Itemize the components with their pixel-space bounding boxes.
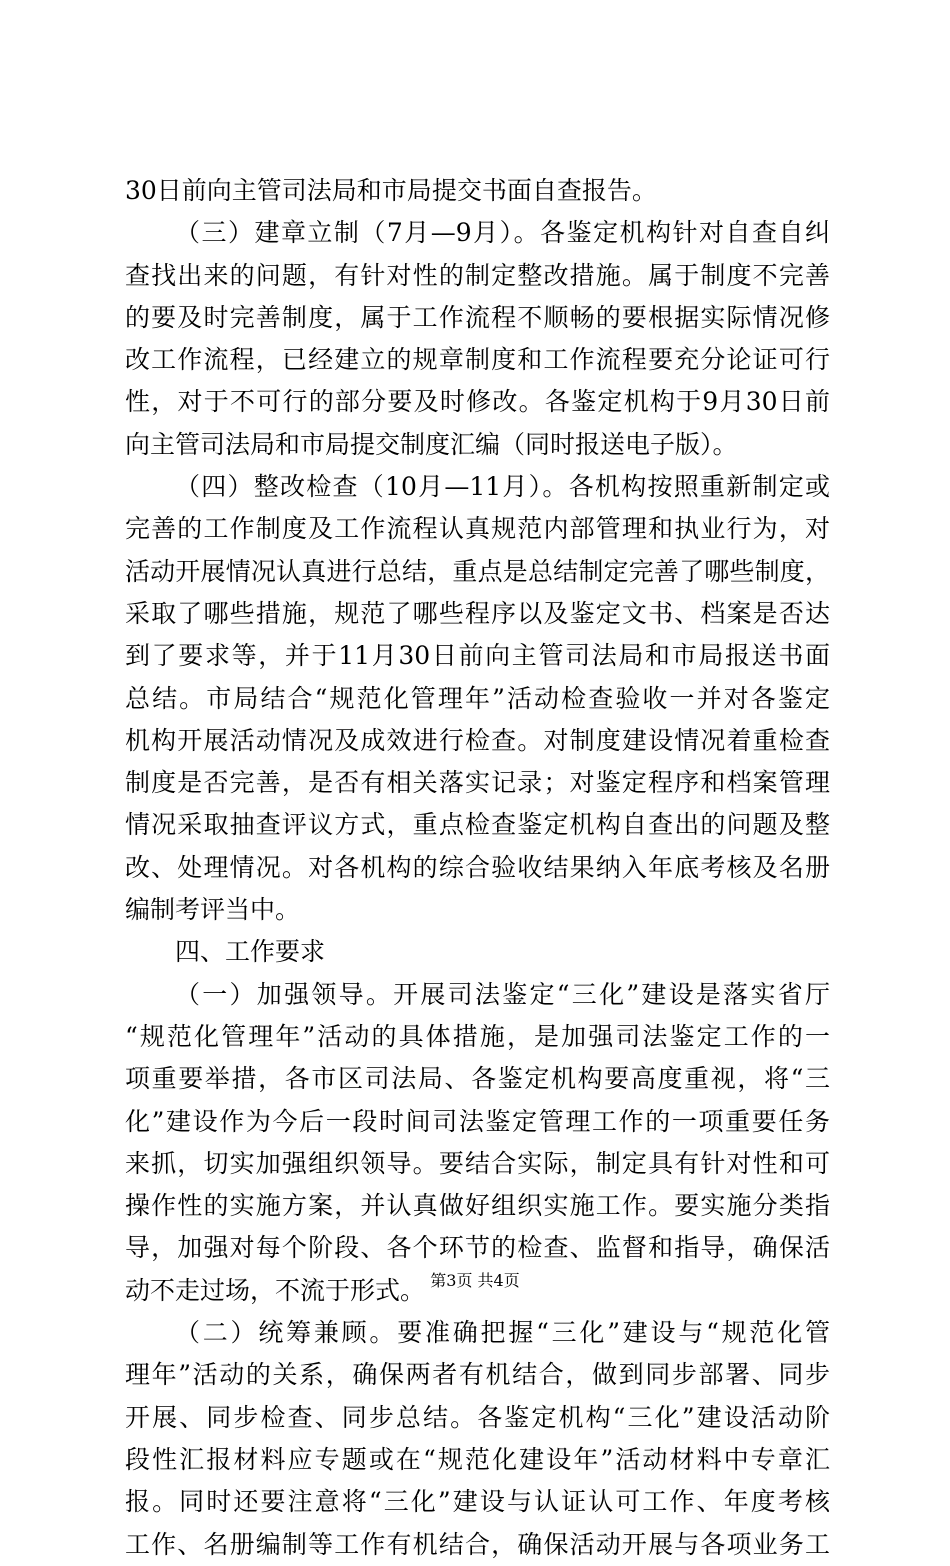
text-line: 导，加强对每个阶段、各个环节的检查、监督和指导，确保活 <box>125 1233 830 1263</box>
text-line: 查找出来的问题，有针对性的制定整改措施。属于制度不完善 <box>125 260 830 290</box>
text-line: 来抓，切实加强组织领导。要结合实际，制定具有针对性和可 <box>125 1148 830 1178</box>
text-line: 的要及时完善制度，属于工作流程不顺畅的要根据实际情况修 <box>125 302 830 332</box>
text-line: 操作性的实施方案，并认真做好组织实施工作。要实施分类指 <box>125 1191 830 1221</box>
text-line: 改、处理情况。对各机构的综合验收结果纳入年底考核及名册 <box>125 852 830 882</box>
text-line: 开展、同步检查、同步总结。各鉴定机构“三化”建设活动阶 <box>125 1402 830 1432</box>
text-line: 活动开展情况认真进行总结，重点是总结制定完善了哪些制度， <box>125 556 830 586</box>
text-line: 制度是否完善，是否有相关落实记录；对鉴定程序和档案管理 <box>125 768 830 798</box>
text-line: （三）建章立制（7月—9月）。各鉴定机构针对自查自纠 <box>175 218 830 248</box>
text-line: 总结。市局结合“规范化管理年”活动检查验收一并对各鉴定 <box>125 683 830 713</box>
text-line: （二）统筹兼顾。要准确把握“三化”建设与“规范化管 <box>175 1318 830 1348</box>
document-body <box>125 170 830 1566</box>
text-line: 到了要求等，并于11月30日前向主管司法局和市局报送书面 <box>125 641 830 671</box>
text-line: 性，对于不可行的部分要及时修改。各鉴定机构于9月30日前 <box>125 387 830 417</box>
text-line: 工作、名册编制等工作有机结合，确保活动开展与各项业务工 <box>125 1529 830 1559</box>
text-line: 动不走过场，不流于形式。 <box>125 1275 426 1305</box>
text-line: 段性汇报材料应专题或在“规范化建设年”活动材料中专章汇 <box>125 1444 830 1474</box>
text-line: 理年”活动的关系，确保两者有机结合，做到同步部署、同步 <box>125 1360 830 1390</box>
text-line: 采取了哪些措施，规范了哪些程序以及鉴定文书、档案是否达 <box>125 598 830 628</box>
page-number-footer: 第3页 共4页 <box>430 1271 520 1290</box>
text-line: 完善的工作制度及工作流程认真规范内部管理和执业行为，对 <box>125 514 830 544</box>
text-line: 30日前向主管司法局和市局提交书面自查报告。 <box>125 176 657 205</box>
text-line: 报。同时还要注意将“三化”建设与认证认可工作、年度考核 <box>125 1487 830 1517</box>
text-line: 向主管司法局和市局提交制度汇编（同时报送电子版）。 <box>125 429 738 459</box>
text-line: 编制考评当中。 <box>125 895 301 925</box>
text-line: 化”建设作为今后一段时间司法鉴定管理工作的一项重要任务 <box>125 1106 830 1136</box>
text-line: 项重要举措，各市区司法局、各鉴定机构要高度重视，将“三 <box>125 1064 830 1094</box>
text-line: 改工作流程，已经建立的规章制度和工作流程要充分论证可行 <box>125 345 830 375</box>
section-heading: 四、工作要求 <box>175 937 326 967</box>
text-line: （一）加强领导。开展司法鉴定“三化”建设是落实省厅 <box>175 979 830 1009</box>
text-line: “规范化管理年”活动的具体措施，是加强司法鉴定工作的一 <box>125 1021 830 1051</box>
text-line: （四）整改检查（10月—11月）。各机构按照重新制定或 <box>175 472 830 502</box>
text-line: 情况采取抽查评议方式，重点检查鉴定机构自查出的问题及整 <box>125 810 830 840</box>
text-line: 机构开展活动情况及成效进行检查。对制度建设情况着重检查 <box>125 725 830 755</box>
